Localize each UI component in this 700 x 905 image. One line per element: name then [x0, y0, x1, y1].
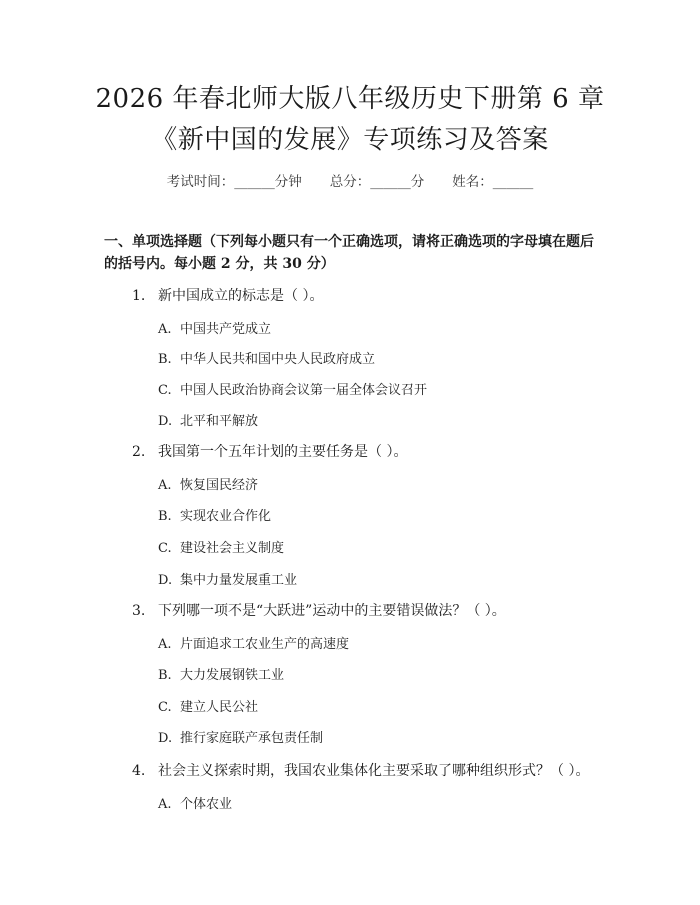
- option-2c: [158, 537, 284, 556]
- question-text: 社会主义探索时期，我国农业集体化主要采取了哪种组织形式？（ ）。: [158, 763, 590, 779]
- option-letter: B.: [158, 352, 172, 367]
- total-score-field: 总分：______分: [329, 174, 425, 190]
- option-3b: [158, 664, 284, 683]
- option-1d: [158, 410, 258, 429]
- option-text: 集中力量发展重工业: [180, 573, 298, 588]
- option-2a: [158, 474, 258, 493]
- option-text: 中国人民政治协商会议第一届全体会议召开: [180, 383, 428, 398]
- option-letter: C.: [158, 700, 172, 715]
- document-title-line-1: 2026 年春北师大版八年级历史下册第 6 章: [95, 84, 605, 114]
- option-text: 个体农业: [180, 797, 233, 812]
- option-text: 推行家庭联产承包责任制: [180, 731, 324, 746]
- option-letter: A.: [158, 478, 172, 493]
- exam-info-line: [0, 170, 700, 190]
- option-letter: C.: [158, 383, 172, 398]
- option-letter: D.: [158, 731, 173, 746]
- question-number: 2.: [132, 444, 146, 460]
- exam-time-field: 考试时间：______分钟: [166, 174, 302, 190]
- option-1b: [158, 348, 375, 367]
- question-4: [132, 760, 589, 780]
- option-text: 片面追求工农业生产的高速度: [180, 637, 350, 652]
- option-letter: A.: [158, 322, 172, 337]
- option-letter: A.: [158, 637, 172, 652]
- option-2b: [158, 505, 271, 524]
- option-2d: [158, 569, 297, 588]
- question-3: [132, 600, 506, 620]
- question-text: 新中国成立的标志是（ ）。: [158, 288, 324, 304]
- section-heading-single-choice: 一、单项选择题（下列每小题只有一个正确选项，请将正确选项的字母填在题后的括号内。每小题 2 分，共 30 分）: [104, 234, 594, 272]
- option-1a: [158, 318, 271, 337]
- option-text: 建设社会主义制度: [180, 541, 285, 556]
- option-3a: [158, 633, 349, 652]
- question-number: 3.: [132, 603, 146, 619]
- option-3c: [158, 696, 258, 715]
- option-text: 中华人民共和国中央人民政府成立: [180, 352, 376, 367]
- option-text: 恢复国民经济: [180, 478, 259, 493]
- option-letter: D.: [158, 414, 173, 429]
- option-letter: C.: [158, 541, 172, 556]
- option-letter: A.: [158, 797, 172, 812]
- option-text: 北平和平解放: [180, 414, 259, 429]
- option-letter: D.: [158, 573, 173, 588]
- option-4a: [158, 793, 232, 812]
- question-number: 1.: [132, 288, 146, 304]
- question-2: [132, 441, 407, 461]
- option-text: 中国共产党成立: [180, 322, 272, 337]
- option-text: 建立人民公社: [180, 700, 259, 715]
- option-letter: B.: [158, 509, 172, 524]
- question-text: 我国第一个五年计划的主要任务是（ ）。: [158, 444, 408, 460]
- option-letter: B.: [158, 668, 172, 683]
- question-number: 4.: [132, 763, 146, 779]
- option-text: 实现农业合作化: [180, 509, 272, 524]
- option-3d: [158, 727, 323, 746]
- document-title-line-2: 《新中国的发展》专项练习及答案: [151, 125, 549, 155]
- student-name-field: 姓名：______: [452, 174, 534, 190]
- question-text: 下列哪一项不是“大跃进”运动中的主要错误做法？（ ）。: [158, 603, 506, 619]
- question-1: [132, 285, 323, 305]
- option-1c: [158, 379, 427, 398]
- option-text: 大力发展钢铁工业: [180, 668, 285, 683]
